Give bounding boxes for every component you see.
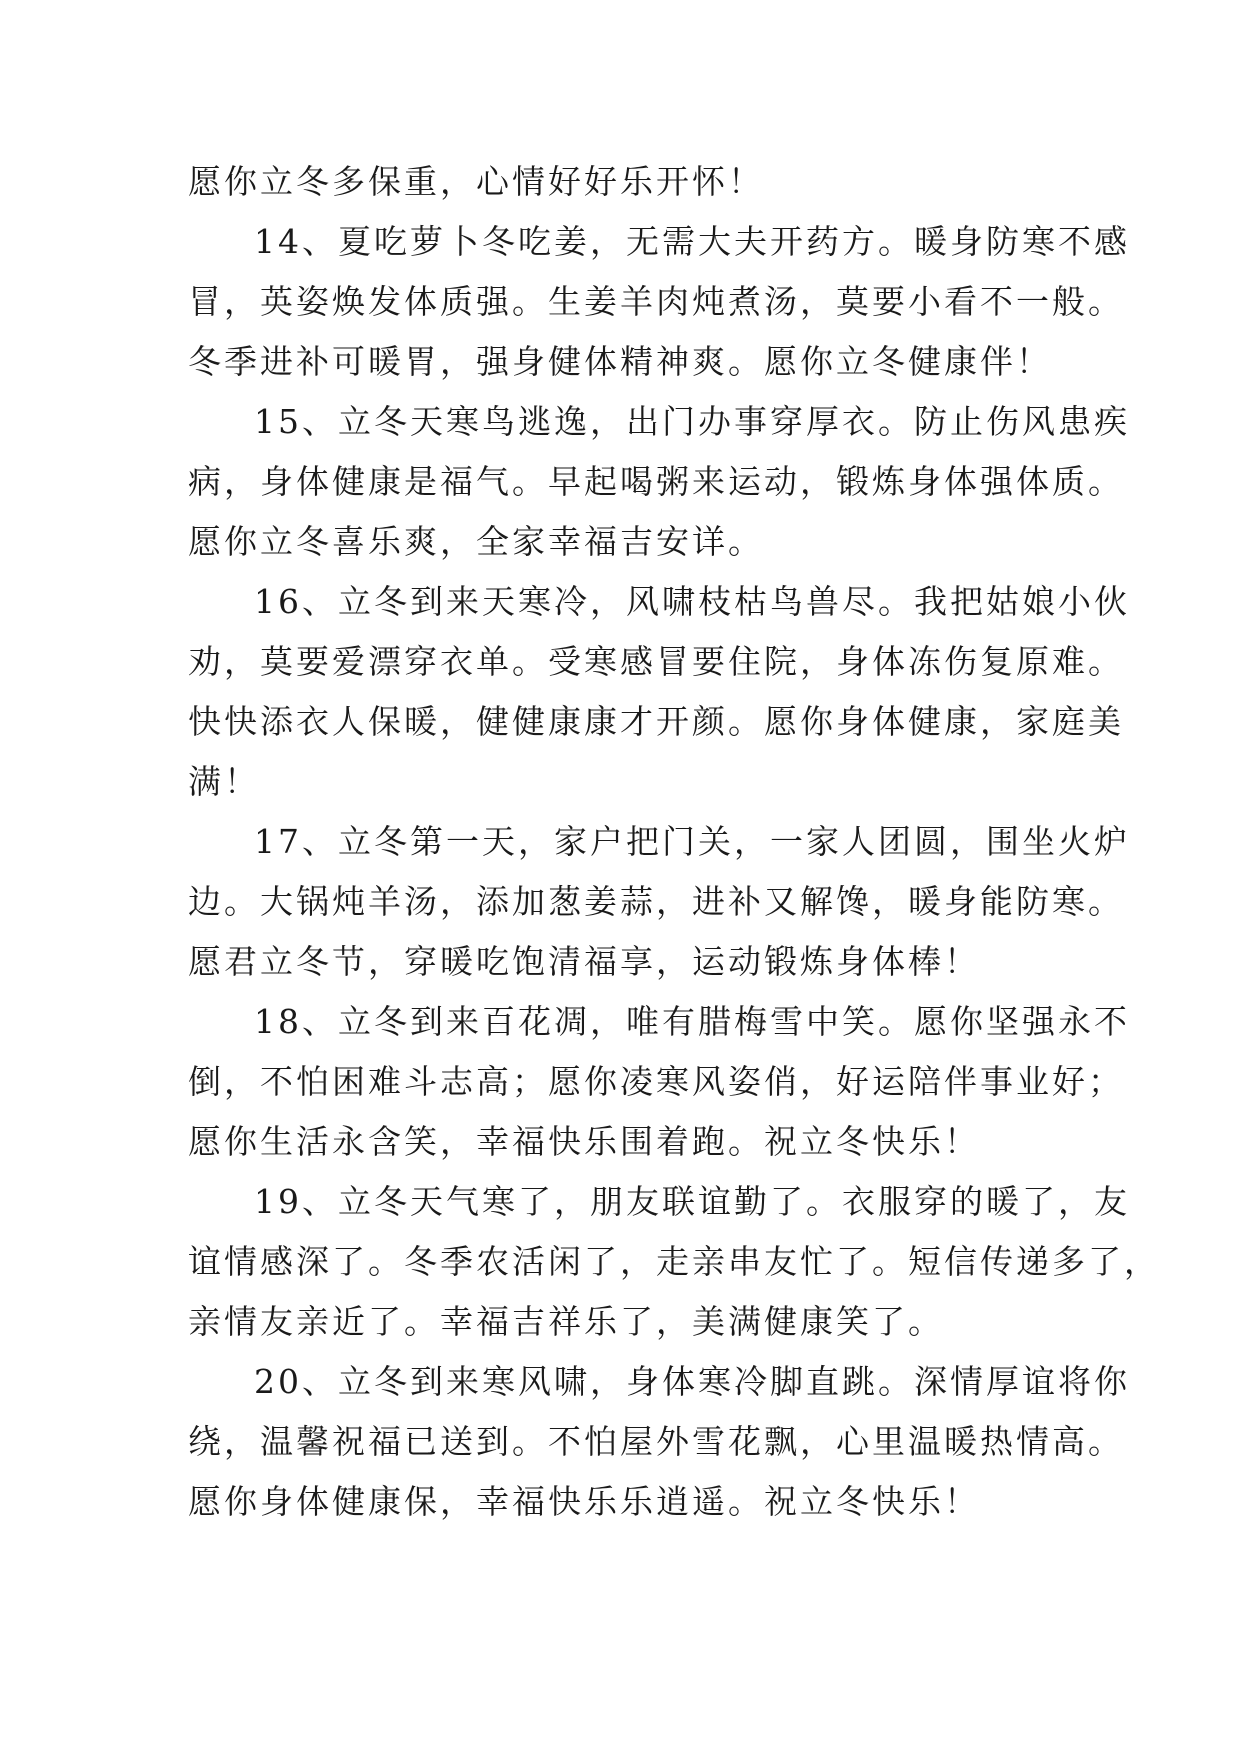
paragraph-continuation [188,152,1056,212]
text-line: 边。大锅炖羊汤，添加葱姜蒜，进补又解馋，暖身能防寒。 [188,882,1124,921]
text-line: 亲情友亲近了。幸福吉祥乐了，美满健康笑了。 [188,1302,944,1341]
text-line: 谊情感深了。冬季农活闲了，走亲串友忙了。短信传递多了， [188,1242,1160,1281]
text-line: 愿你身体健康保，幸福快乐乐逍遥。祝立冬快乐！ [188,1482,980,1521]
text-line: 愿你生活永含笑，幸福快乐围着跑。祝立冬快乐！ [188,1122,980,1161]
text-line: 病，身体健康是福气。早起喝粥来运动，锻炼身体强体质。 [188,462,1124,501]
paragraph-item-16 [188,572,1130,812]
paragraph-item-18 [188,992,1130,1172]
text-line: 18、立冬到来百花凋，唯有腊梅雪中笑。愿你坚强永不 [254,1002,1130,1041]
text-line: 15、立冬天寒鸟逃逸，出门办事穿厚衣。防止伤风患疾 [254,402,1130,441]
text-line: 20、立冬到来寒风啸，身体寒冷脚直跳。深情厚谊将你 [254,1362,1130,1401]
paragraph-item-20 [188,1352,1130,1532]
text-line: 劝，莫要爱漂穿衣单。受寒感冒要住院，身体冻伤复原难。 [188,642,1124,681]
paragraph-item-19 [188,1172,1160,1352]
paragraph-item-14 [188,212,1130,392]
text-line: 倒，不怕困难斗志高；愿你凌寒风姿俏，好运陪伴事业好； [188,1062,1124,1101]
text-line: 满！ [188,762,260,801]
paragraph-item-15 [188,392,1130,572]
document-body [188,152,1160,1532]
paragraph-item-17 [188,812,1130,992]
text-line: 快快添衣人保暖，健健康康才开颜。愿你身体健康，家庭美 [188,702,1124,741]
text-line: 19、立冬天气寒了，朋友联谊勤了。衣服穿的暖了，友 [254,1182,1130,1221]
text-line: 愿君立冬节，穿暖吃饱清福享，运动锻炼身体棒！ [188,942,980,981]
text-line: 17、立冬第一天，家户把门关，一家人团圆，围坐火炉 [254,822,1130,861]
text-line: 愿你立冬喜乐爽，全家幸福吉安详。 [188,522,764,561]
text-line: 14、夏吃萝卜冬吃姜，无需大夫开药方。暖身防寒不感 [254,222,1130,261]
text-line: 绕，温馨祝福已送到。不怕屋外雪花飘，心里温暖热情高。 [188,1422,1124,1461]
text-line: 冒，英姿焕发体质强。生姜羊肉炖煮汤，莫要小看不一般。 [188,282,1124,321]
text-line: 16、立冬到来天寒冷，风啸枝枯鸟兽尽。我把姑娘小伙 [254,582,1130,621]
text-line: 愿你立冬多保重，心情好好乐开怀！ [188,162,764,201]
text-line: 冬季进补可暖胃，强身健体精神爽。愿你立冬健康伴！ [188,342,1052,381]
